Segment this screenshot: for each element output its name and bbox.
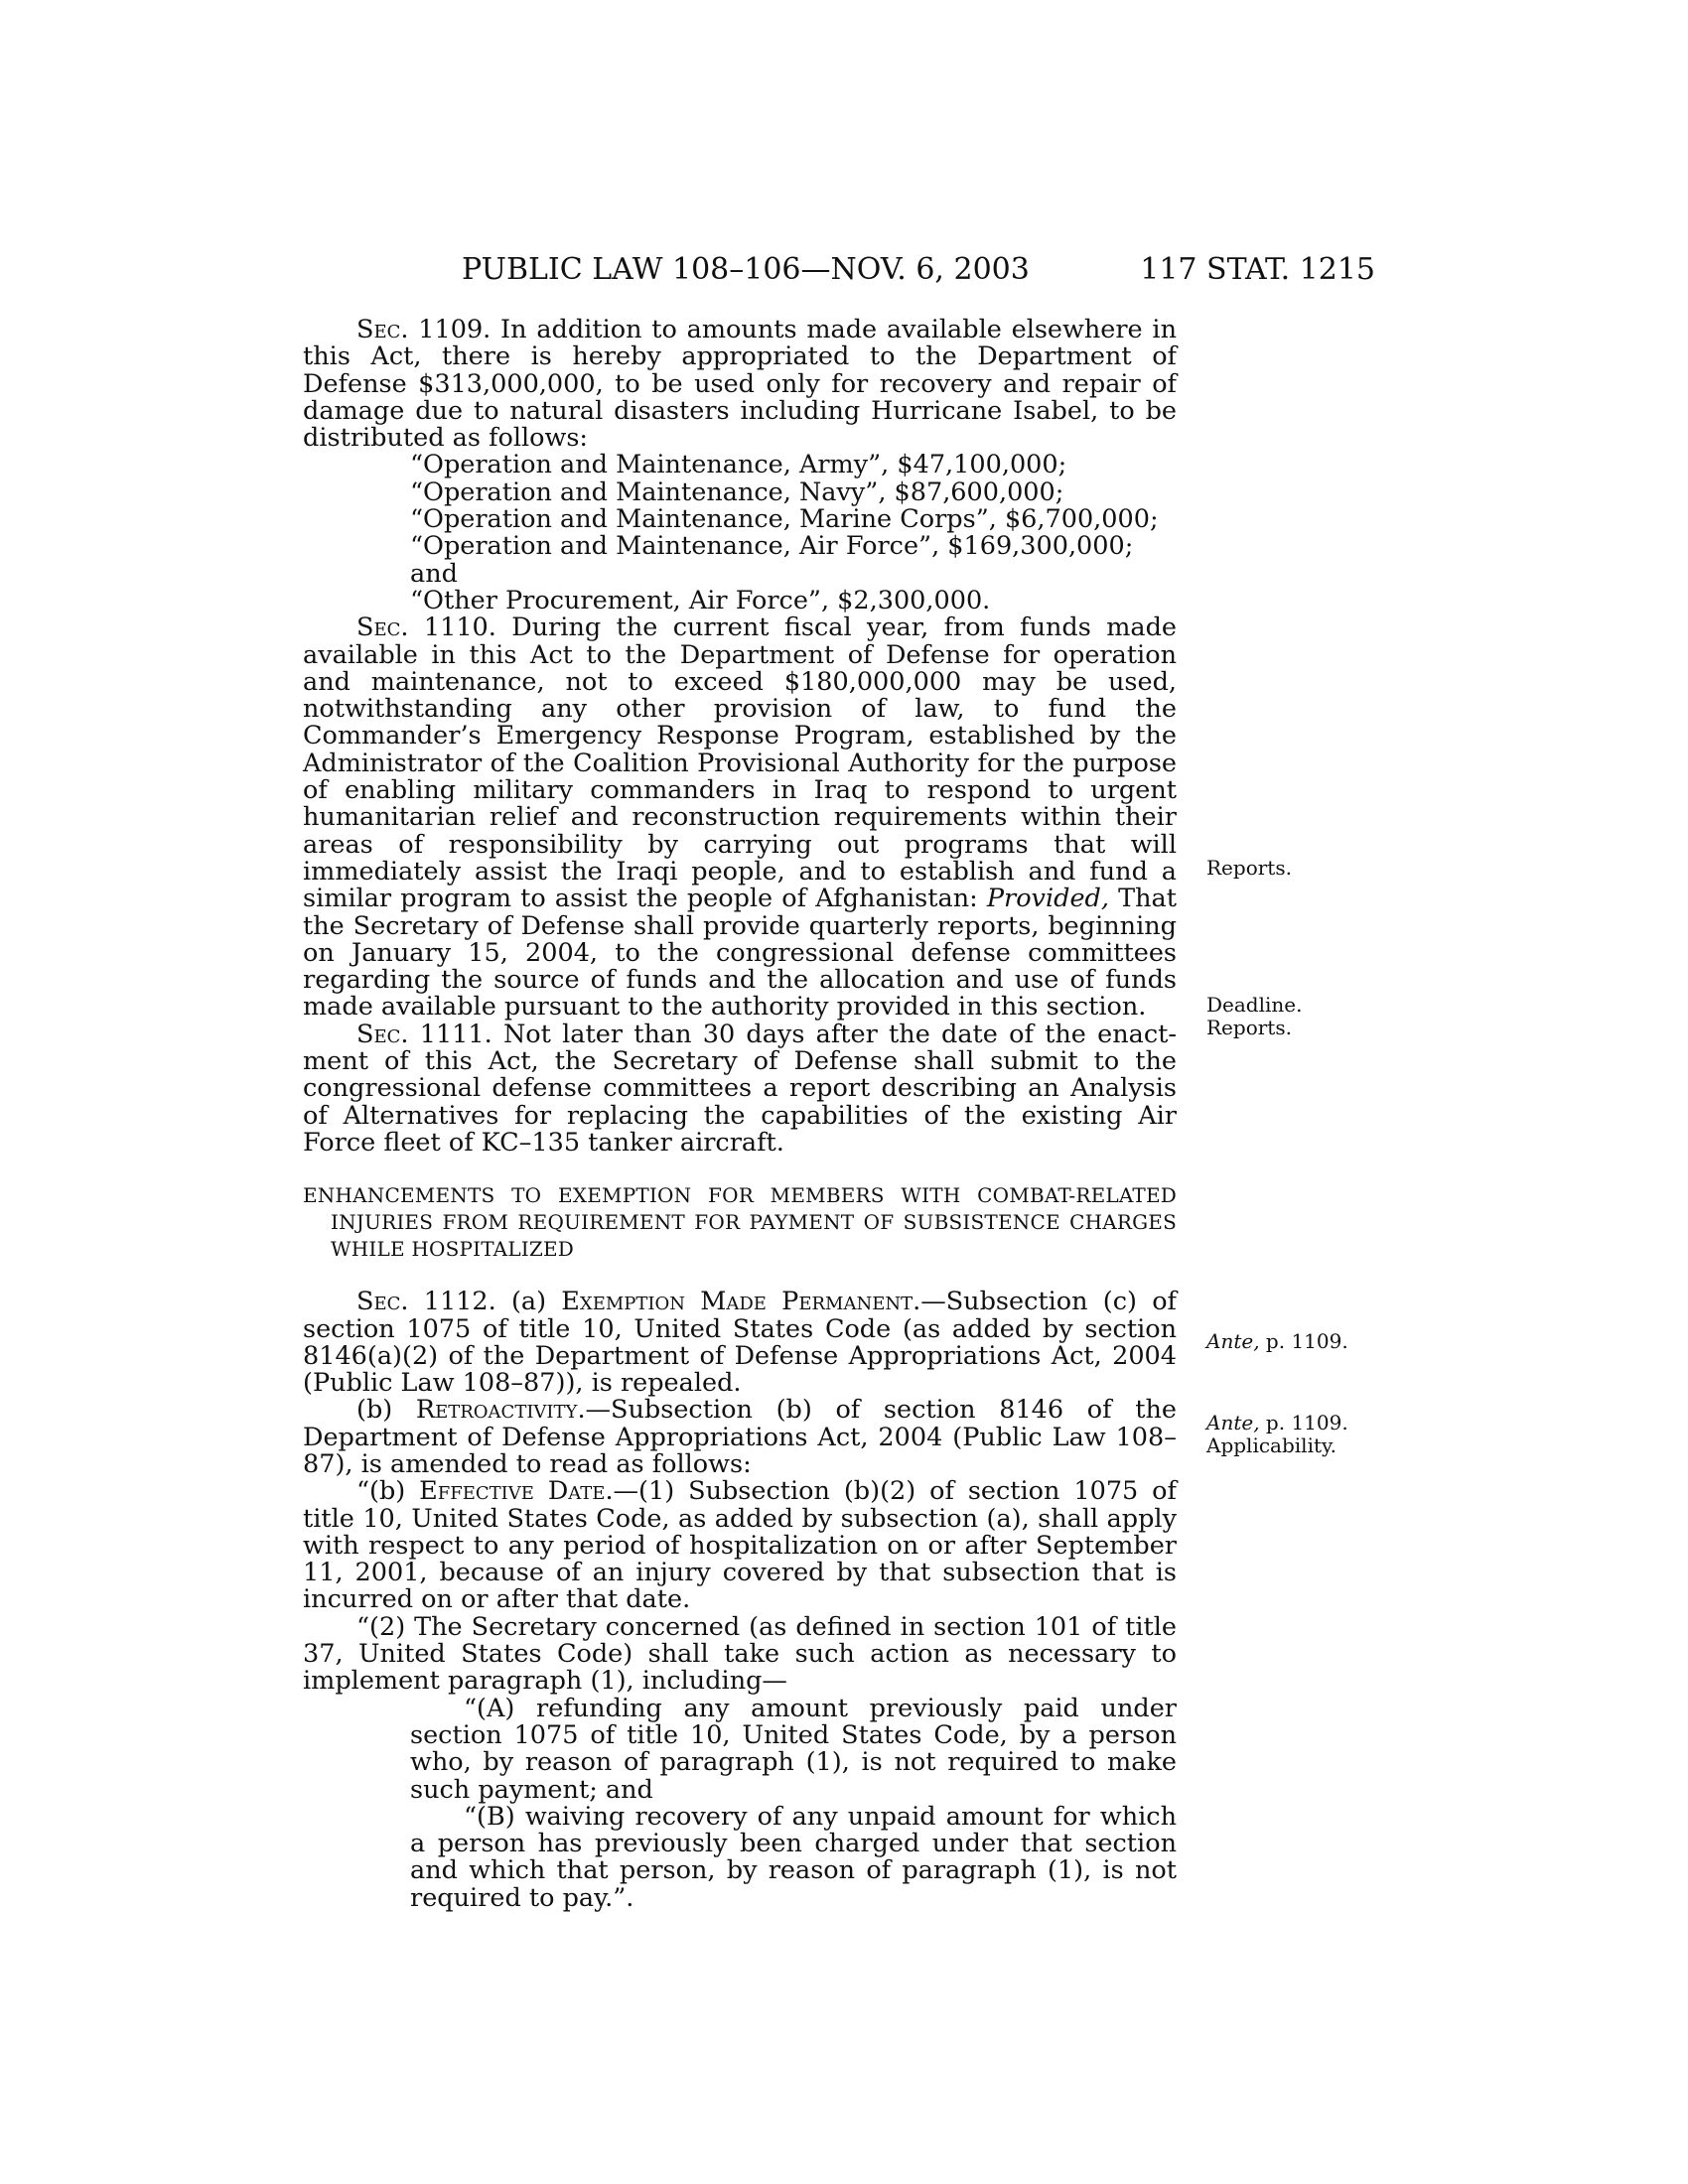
appropriation-item-army: “Operation and Maintenance, Army”, $47,100,000; xyxy=(410,450,1067,480)
margin-note-ante-applicability: Ante, p. 1109. Applicability. xyxy=(1206,1411,1348,1457)
margin-note-deadline-reports: Deadline. Reports. xyxy=(1206,993,1303,1039)
appropriation-item-marine-corps: “Operation and Maintenance, Marine Corps”, $6,700,000; xyxy=(410,504,1159,535)
section-heading: ENHANCEMENTS TO EXEMPTION FOR MEMBERS WITH COMBAT-RELATED INJURIES FROM REQUIREMENT FOR PAYMENT OF SUBSISTENCE CHARGES WHILE HOSPITALIZED xyxy=(303,1183,1177,1262)
section-1110: Sec. 1110. During the current fiscal year, from funds made available in this Act to the Department of Defense for operation and maintenance, not to exceed $180,000,000 may be used, notwithstanding any other provision of law, to fund the Commander’s Emergency Response Program, established by the Administrator of the Coalition Provisional Authority for the purpose of enabling military commanders in Iraq to respond to urgent humanitarian relief and reconstruction requirements within their areas of responsibility by carrying out programs that will immediately assist the Iraqi people, and to establish and fund a similar program to assist the people of Afghanistan: Provided, That the Secretary of Defense shall provide quarterly reports, beginning on January 15, 2004, to the congressional defense committees regarding the source of funds and the allocation and use of funds made available pursuant to the authority provided in this section. xyxy=(303,613,1177,1023)
page-header xyxy=(462,250,1375,290)
margin-note-reports: Reports. xyxy=(1206,856,1292,880)
paragraph-2: “(2) The Secretary concerned (as defined in section 101 of title 37, United States Code) shall take such action as necessary to implement paragraph (1), including— xyxy=(303,1611,1177,1697)
appropriation-item-air-force: “Operation and Maintenance, Air Force”, $169,300,000; and xyxy=(410,531,1134,589)
appropriation-item-navy: “Operation and Maintenance, Navy”, $87,600,000; xyxy=(410,477,1064,507)
body-text xyxy=(303,317,1177,1912)
subparagraph-a: “(A) refunding any amount previously paid under section 1075 of title 10, United States Code, by a person who, by reason of paragraph (1), is not required to make such payment; and xyxy=(410,1693,1177,1805)
section-1112-b: (b) Retroactivity.—Subsection (b) of section 8146 of the Department of Defense Appropriations Act, 2004 (Public Law 108– 87), is amended to read as follows: xyxy=(303,1395,1177,1479)
section-1111: Sec. 1111. Not later than 30 days after the date of the enactment of this Act, the Secretary of Defense shall submit to the congressional defense committees a report describing an Analysis of Alternatives for replacing the capabilities of the existing Air Force fleet of KC–135 tanker aircraft. xyxy=(303,1019,1177,1158)
section-1109: Sec. 1109. In addition to amounts made available elsewhere in this Act, there is hereby appropriated to the Department of Defense $313,000,000, to be used only for recovery and repair of damage due to natural disasters including Hurricane Isabel, to be distributed as follows: xyxy=(303,315,1177,454)
appropriation-item-other-procurement: “Other Procurement, Air Force”, $2,300,000. xyxy=(410,585,991,615)
subparagraph-b: “(B) waiving recovery of any unpaid amount for which a person has previously been charged under that section and which that person, by reason of paragraph (1), is not required to pay.”. xyxy=(410,1801,1177,1913)
section-1112-a: Sec. 1112. (a) Exemption Made Permanent.—Subsection (c) of section 1075 of title 10, United States Code (as added by section 8146(a)(2) of the Department of Defense Appropriations Act, 2004 (Public Law 108–87)), is repealed. xyxy=(303,1287,1177,1399)
margin-note-ante-1: Ante, p. 1109. xyxy=(1206,1329,1348,1353)
statute-page-number: 117 STAT. 1215 xyxy=(1140,252,1375,287)
running-head-title: PUBLIC LAW 108–106—NOV. 6, 2003 xyxy=(462,252,1030,287)
effective-date-paragraph: “(b) Effective Date.—(1) Subsection (b)(2) of section 1075 of title 10, United States Code, as added by subsection (a), shall apply with respect to any period of hospitalization on or after September 11, 2001, because of an injury covered by that subsection that is incurred on or after that date. xyxy=(303,1476,1177,1615)
